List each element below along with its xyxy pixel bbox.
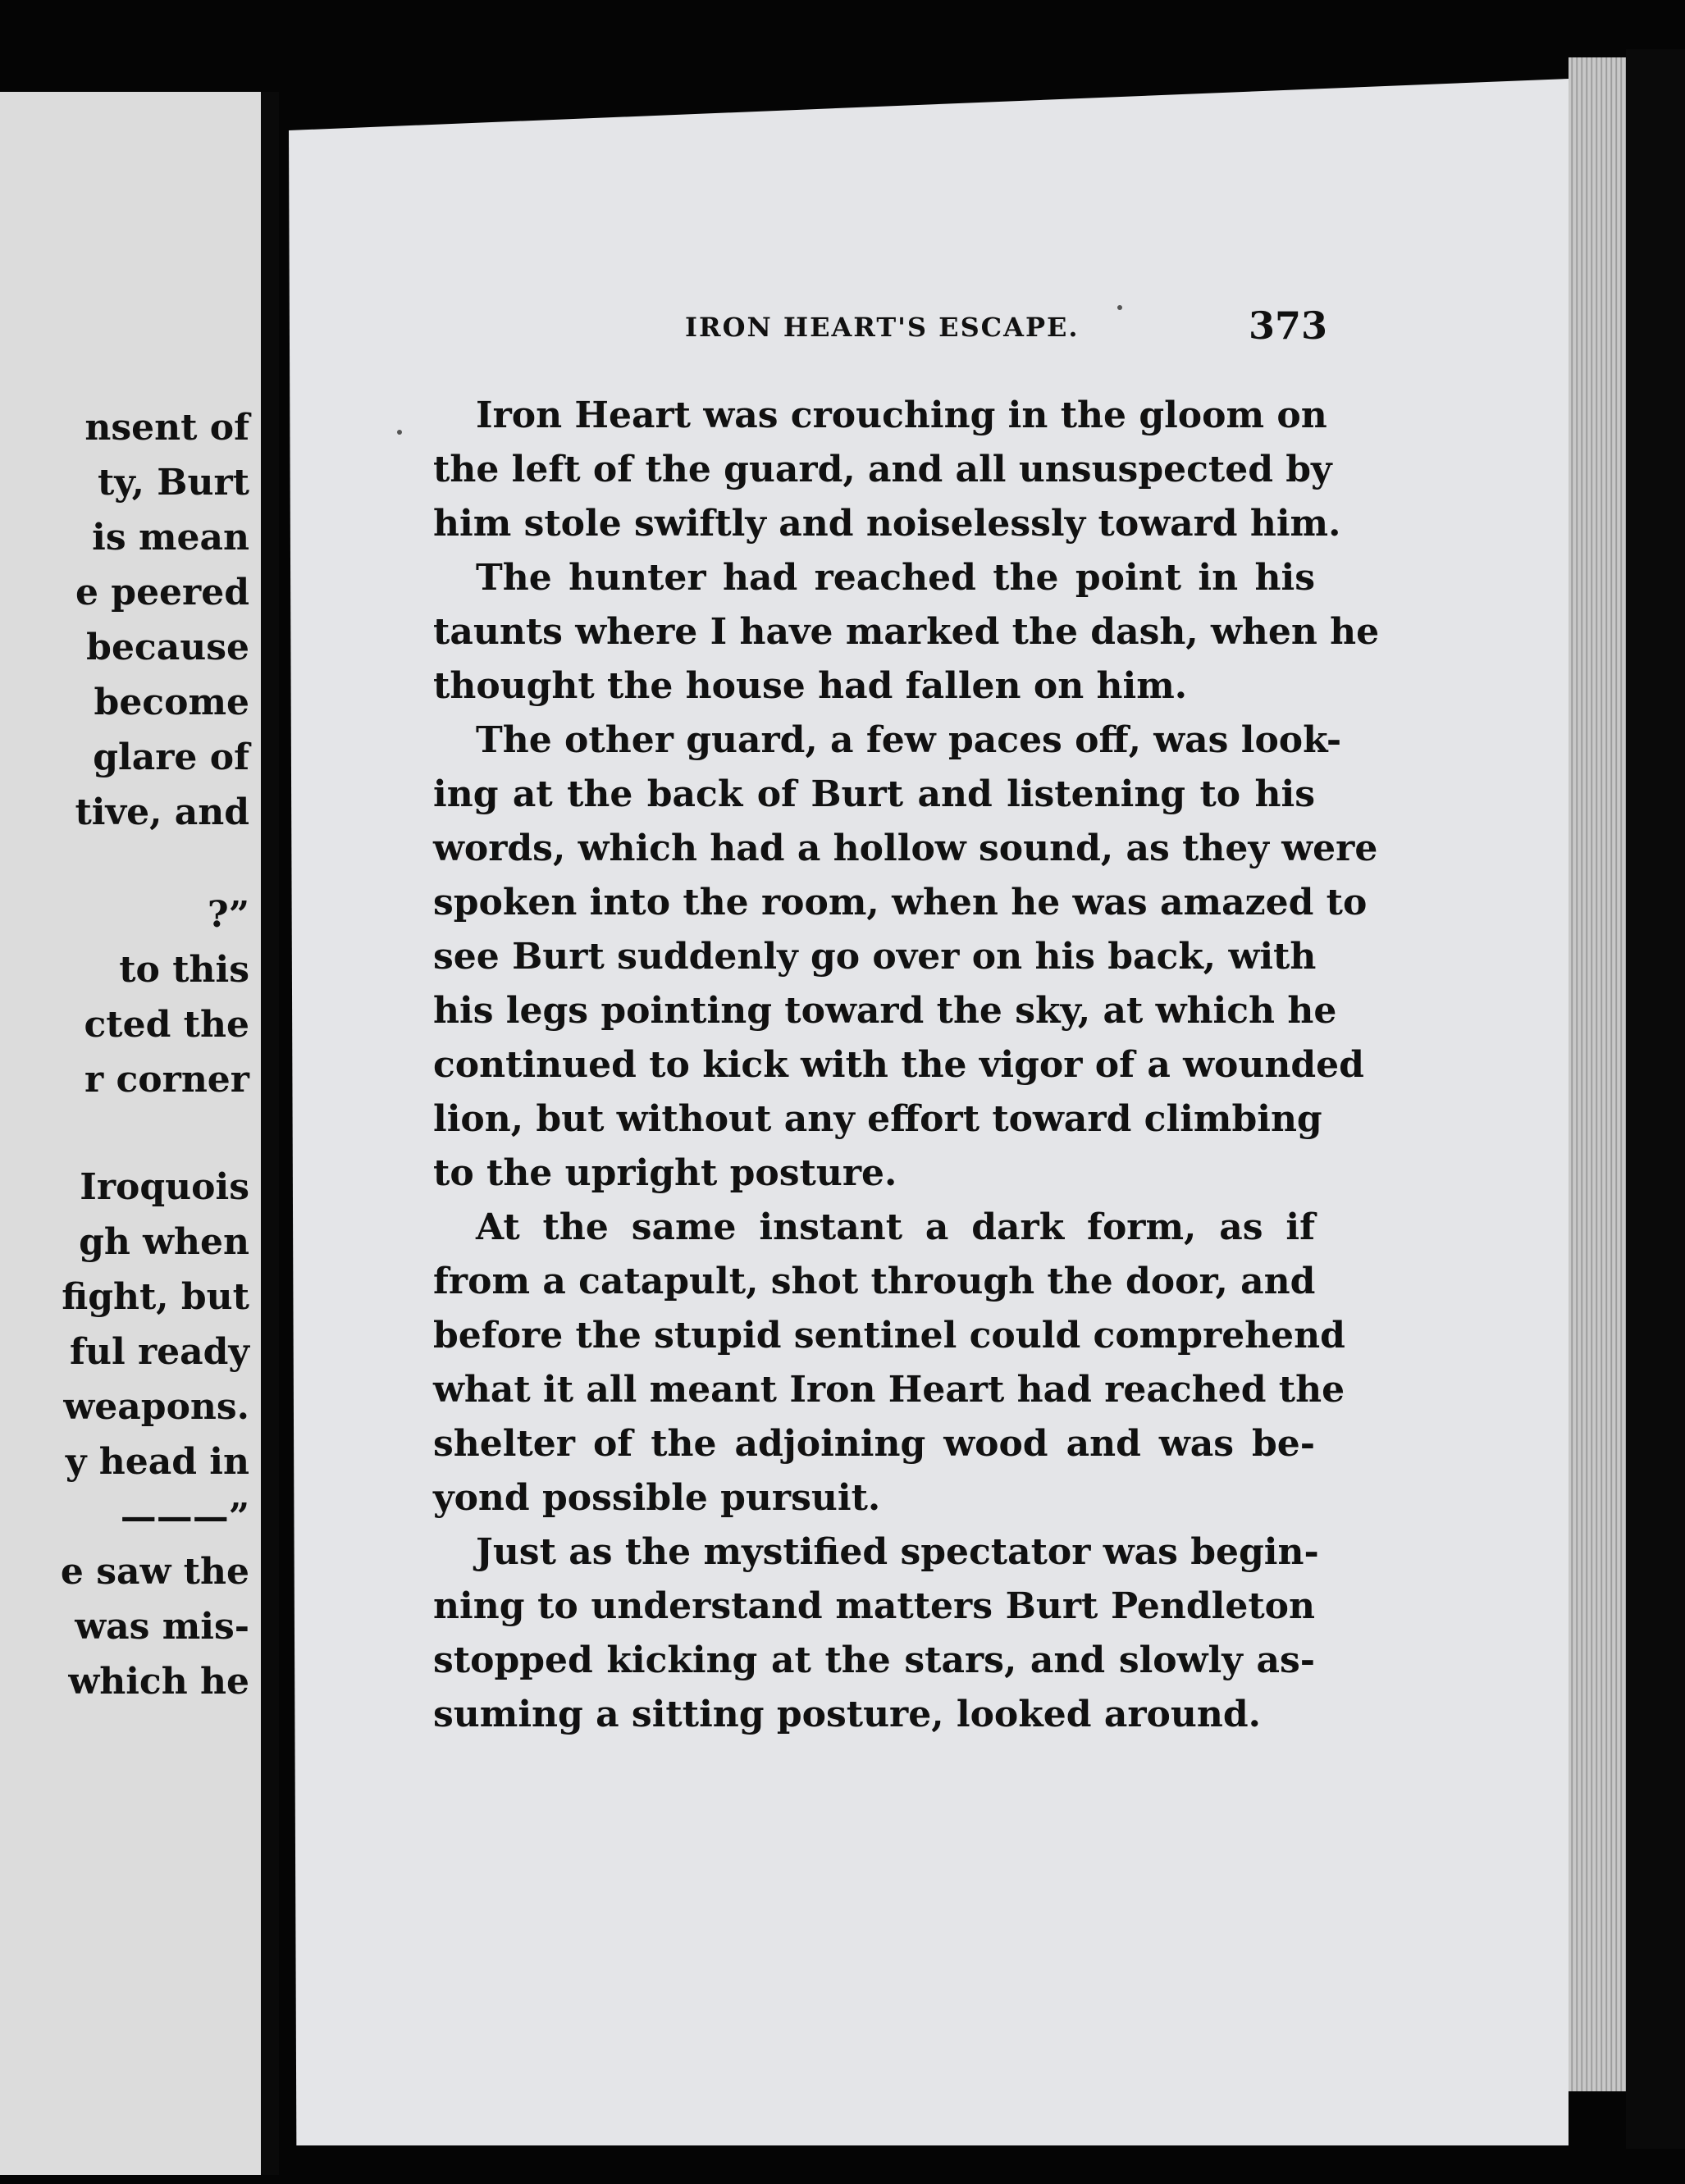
left-page-line: gh when — [79, 1221, 249, 1263]
body-line: spoken into the room, when he was amazed to — [433, 882, 1368, 923]
body-line: ing at the back of Burt and listening to his — [433, 773, 1315, 815]
body-line: his legs pointing toward the sky, at which he — [433, 990, 1337, 1032]
body-line: The hunter had reached the point in his — [476, 557, 1315, 599]
left-page-line: weapons. — [63, 1386, 249, 1428]
body-line: Just as the mystified spectator was begin- — [476, 1531, 1319, 1573]
left-page-line: Iroquois — [80, 1166, 249, 1208]
body-line: to the upright posture. — [433, 1152, 897, 1194]
body-line: ning to understand matters Burt Pendleton — [433, 1585, 1315, 1627]
page-number: 373 — [1249, 303, 1328, 348]
body-line: see Burt suddenly go over on his back, with — [433, 936, 1317, 978]
body-line: from a catapult, shot through the door, and — [433, 1261, 1316, 1302]
left-page-line: e peered — [75, 572, 249, 613]
left-page-line: y head in — [65, 1441, 249, 1483]
left-page-line: fight, but — [62, 1276, 249, 1318]
body-line: before the stupid sentinel could comprehend — [433, 1315, 1345, 1356]
body-line: words, which had a hollow sound, as they were — [433, 828, 1378, 869]
body-line: Iron Heart was crouching in the gloom on — [476, 394, 1327, 436]
left-page-line: was mis- — [75, 1606, 249, 1648]
body-line: taunts where I have marked the dash, when he — [433, 611, 1380, 653]
body-line: shelter of the adjoining wood and was be- — [433, 1423, 1315, 1465]
body-line: lion, but without any effort toward climbing — [433, 1098, 1322, 1140]
page-edges — [1569, 57, 1626, 2091]
body-line: him stole swiftly and noiselessly toward him. — [433, 503, 1341, 545]
left-page-line: to this — [119, 949, 249, 991]
body-line: yond possible pursuit. — [433, 1477, 881, 1519]
left-page-line: cted the — [84, 1004, 249, 1046]
left-page — [0, 92, 261, 2175]
left-page-line: ty, Burt — [97, 462, 249, 504]
body-line: The other guard, a few paces off, was look- — [476, 719, 1342, 761]
running-head: IRON HEART'S ESCAPE. — [685, 312, 1080, 343]
left-page-line: glare of — [93, 736, 249, 778]
body-line: the left of the guard, and all unsuspected by — [433, 449, 1332, 490]
body-line: thought the house had fallen on him. — [433, 665, 1188, 707]
book-gutter — [261, 92, 279, 2175]
left-page-line: become — [94, 682, 249, 723]
left-page-line: which he — [68, 1661, 249, 1703]
right-shadow — [1626, 49, 1685, 2149]
left-page-line: is mean — [92, 517, 249, 559]
left-page-line: nsent of — [84, 407, 249, 449]
left-page-line: e saw the — [60, 1551, 249, 1593]
scan-speck — [397, 430, 402, 435]
left-page-line: ful ready — [70, 1331, 249, 1373]
body-line: continued to kick with the vigor of a wounded — [433, 1044, 1364, 1086]
body-line: suming a sitting posture, looked around. — [433, 1694, 1261, 1735]
body-line: what it all meant Iron Heart had reached the — [433, 1369, 1345, 1411]
left-page-line: r corner — [84, 1059, 249, 1101]
left-page-line: tive, and — [75, 791, 249, 833]
body-line: At the same instant a dark form, as if — [476, 1206, 1315, 1248]
scan-speck — [1117, 305, 1122, 310]
left-page-line: ———” — [120, 1496, 249, 1538]
body-line: stopped kicking at the stars, and slowly as- — [433, 1639, 1315, 1681]
left-page-line: because — [86, 627, 249, 668]
left-page-line: ?” — [207, 894, 249, 936]
